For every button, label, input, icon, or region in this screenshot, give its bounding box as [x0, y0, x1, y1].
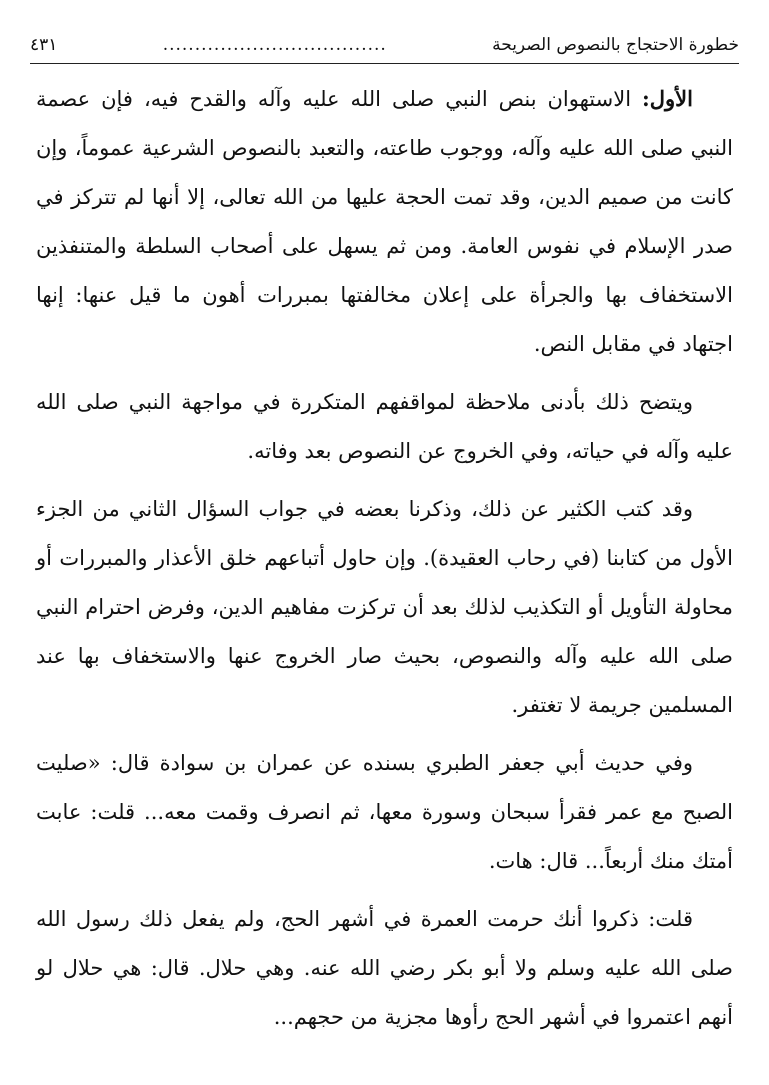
paragraph-4: وفي حديث أبي جعفر الطبري بسنده عن عمران بن سوادة قال: «صليت الصبح مع عمر فقرأ سبحان وسورة معها، ثم انصرف وقمت معه... قلت: عابت أمتك منك أربعاً... قال: هات.	[36, 751, 733, 873]
page-number: ٤٣١	[30, 35, 58, 55]
header-title: خطورة الاحتجاج بالنصوص الصريحة	[492, 35, 739, 55]
paragraph-2: ويتضح ذلك بأدنى ملاحظة لمواقفهم المتكررة في مواجهة النبي صلى الله عليه وآله في حياته، وفي الخروج عن النصوص بعد وفاته.	[36, 390, 733, 463]
paragraph-lead: الأول:	[642, 86, 693, 111]
paragraph-5: قلت: ذكروا أنك حرمت العمرة في أشهر الحج، ولم يفعل ذلك رسول الله صلى الله عليه وسلم ولا أبو بكر رضي الله عنه. وهي حلال. قال: هي حلال لو أنهم اعتمروا في أشهر الحج رأوها مجزية من حجهم...	[36, 907, 733, 1029]
paragraph-1	[36, 74, 733, 369]
header-rule	[30, 63, 739, 64]
paragraph-3: وقد كتب الكثير عن ذلك، وذكرنا بعضه في جواب السؤال الثاني من الجزء الأول من كتابنا (في رحاب العقيدة). وإن حاول أتباعهم خلق الأعذار والمبررات أو محاولة التأويل أو التكذيب لذلك بعد أن تركزت مفاهيم الدين، وفرض احترام النبي صلى الله عليه وآله والنصوص، بحيث صار الخروج عنها والاستخفاف بها عند المسلمين جريمة لا تغتفر.	[36, 497, 733, 717]
paragraph-text: الاستهوان بنص النبي صلى الله عليه وآله والقدح فيه، فإن عصمة النبي صلى الله عليه وآله، ووجوب طاعته، والتعبد بالنصوص الشرعية عموماً، وإن كانت من صميم الدين، وقد تمت الحجة عليها من الله تعالى، إلا أنها لم تتركز في صدر الإسلام في نفوس العامة. ومن ثم يسهل على أصحاب السلطة والمتنفذين الاستخفاف بها والجرأة على إعلان مخالفتها بمبررات أهون ما قيل عنها: إنها اجتهاد في مقابل النص.	[36, 87, 733, 356]
running-header	[30, 30, 739, 60]
body-text	[36, 74, 733, 1042]
header-leader-dots: ...................................	[162, 35, 387, 55]
